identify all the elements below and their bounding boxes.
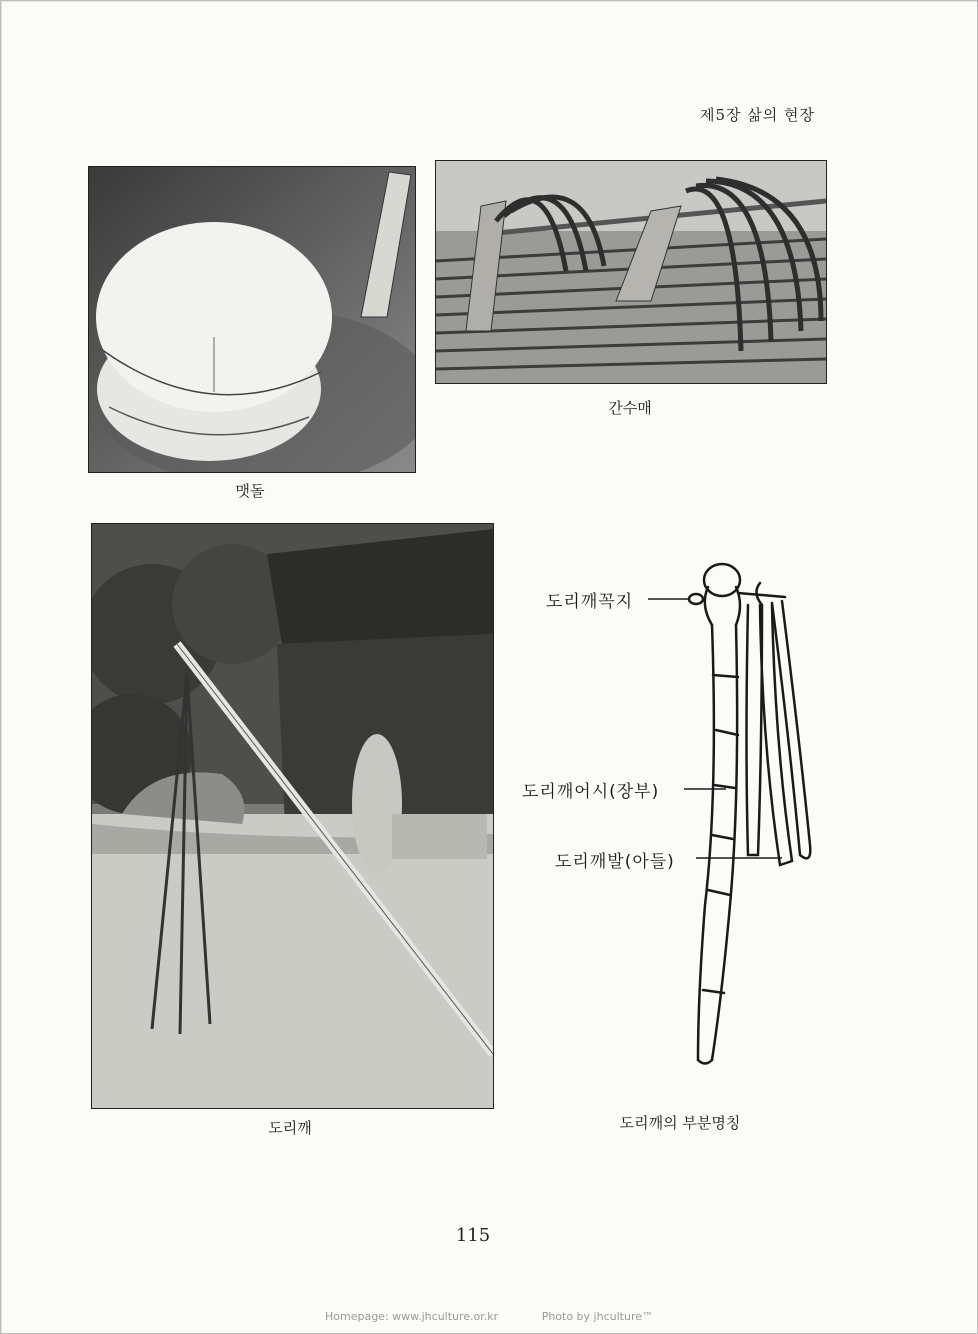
- page-number: 115: [455, 1225, 491, 1246]
- millstone-caption: 맷돌: [235, 482, 265, 500]
- flail-caption: 도리깨: [268, 1119, 312, 1137]
- label-eosi: 도리깨어시(장부): [522, 782, 660, 802]
- label-kkokji: 도리깨꼭지: [546, 592, 634, 612]
- footer-homepage: Homepage: www.jhculture.or.kr: [324, 1310, 499, 1323]
- flail-parts-diagram: [500, 545, 840, 1085]
- footer-photo-credit: Photo by jhculture™: [541, 1310, 653, 1323]
- rake-photo: [435, 160, 827, 384]
- millstone-photo: [88, 166, 416, 473]
- flail-parts-caption: 도리깨의 부분명칭: [619, 1114, 741, 1132]
- footer-watermark: [0, 1310, 978, 1323]
- flail-drawing: [500, 545, 840, 1085]
- flail-photo: [91, 523, 494, 1109]
- label-bal: 도리깨발(아들): [555, 852, 675, 872]
- running-head: 제5장 삶의 현장: [700, 106, 816, 124]
- rake-caption: 간수매: [608, 399, 652, 417]
